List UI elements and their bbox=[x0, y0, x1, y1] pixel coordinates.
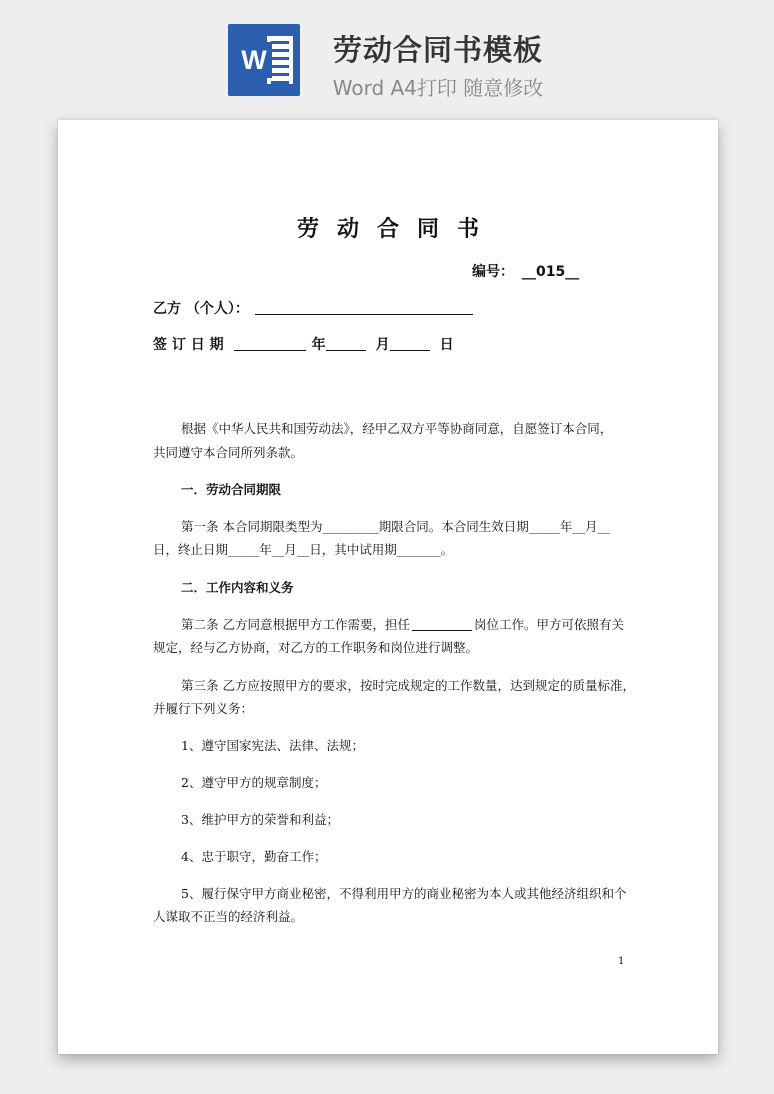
word-icon bbox=[228, 24, 300, 96]
contract-number-value: __015__ bbox=[522, 264, 580, 280]
duty-5-line-1: 5、履行保守甲方商业秘密，不得利用甲方的商业秘密为本人或其他经济组织和个 bbox=[181, 886, 627, 901]
duty-item: 1、遵守国家宪法、法律、法规； bbox=[181, 738, 364, 753]
probation-blank[interactable]: _______ bbox=[396, 542, 441, 557]
article-3-line-2: 并履行下列义务： bbox=[153, 701, 254, 716]
banner-subtitle: Word A4打印 随意修改 bbox=[332, 76, 544, 100]
end-day-blank[interactable]: __ bbox=[296, 542, 310, 557]
intro-line-2: 共同遵守本合同所列条款。 bbox=[153, 445, 304, 460]
document-title: 劳动合同书 bbox=[296, 217, 497, 242]
start-year-blank[interactable]: _____ bbox=[528, 519, 560, 534]
section-2-heading: 二．工作内容和义务 bbox=[181, 580, 294, 595]
sign-date-row bbox=[153, 334, 454, 354]
contract-type-blank[interactable]: _________ bbox=[322, 519, 379, 534]
start-day-blank[interactable]: __ bbox=[597, 519, 611, 534]
word-icon-letter: W bbox=[236, 42, 272, 78]
contract-number bbox=[472, 261, 579, 281]
duty-item: 4、忠于职守，勤奋工作； bbox=[181, 849, 327, 864]
duty-5-line-2: 人谋取不正当的经济利益。 bbox=[153, 909, 304, 924]
sign-year-blank[interactable] bbox=[234, 336, 306, 351]
party-b-row bbox=[153, 298, 473, 318]
duty-item: 3、维护甲方的荣誉和利益； bbox=[181, 812, 339, 827]
end-month-blank[interactable]: __ bbox=[271, 542, 285, 557]
article-1-line-2: 日，终止日期_____年__月__日，其中试用期_______。 bbox=[153, 542, 454, 557]
article-2-line-2: 规定，经与乙方协商，对乙方的工作职务和岗位进行调整。 bbox=[153, 640, 479, 655]
article-2-line-1: 第二条 乙方同意根据甲方工作需要，担任 岗位工作。甲方可依照有关 bbox=[181, 617, 624, 632]
intro-line-1: 根据《中华人民共和国劳动法》，经甲乙双方平等协商同意，自愿签订本合同， bbox=[181, 421, 613, 436]
article-1-line-1: 第一条 本合同期限类型为_________期限合同。本合同生效日期_____年__月__ bbox=[181, 519, 611, 534]
document-page bbox=[58, 120, 718, 1054]
sign-month-blank[interactable] bbox=[326, 336, 366, 351]
day-label: 日 bbox=[439, 337, 454, 353]
template-banner bbox=[0, 0, 774, 112]
duty-item: 2、遵守甲方的规章制度； bbox=[181, 775, 327, 790]
article-3-line-1: 第三条 乙方应按照甲方的要求，按时完成规定的工作数量，达到规定的质量标准， bbox=[181, 678, 635, 693]
month-label: 月 bbox=[375, 337, 390, 353]
sign-day-blank[interactable] bbox=[390, 336, 430, 351]
year-label: 年 bbox=[311, 337, 326, 353]
party-b-blank[interactable] bbox=[255, 300, 473, 315]
contract-number-label: 编号： bbox=[472, 264, 514, 280]
party-b-label: 乙方 （个人）： bbox=[153, 301, 249, 317]
banner-title: 劳动合同书模板 bbox=[332, 33, 543, 67]
sign-date-label: 签 订 日 期 bbox=[153, 337, 224, 353]
section-1-heading: 一．劳动合同期限 bbox=[181, 482, 282, 497]
position-blank[interactable] bbox=[412, 616, 472, 631]
end-year-blank[interactable]: _____ bbox=[228, 542, 260, 557]
page-number: 1 bbox=[618, 956, 625, 967]
start-month-blank[interactable]: __ bbox=[572, 519, 586, 534]
